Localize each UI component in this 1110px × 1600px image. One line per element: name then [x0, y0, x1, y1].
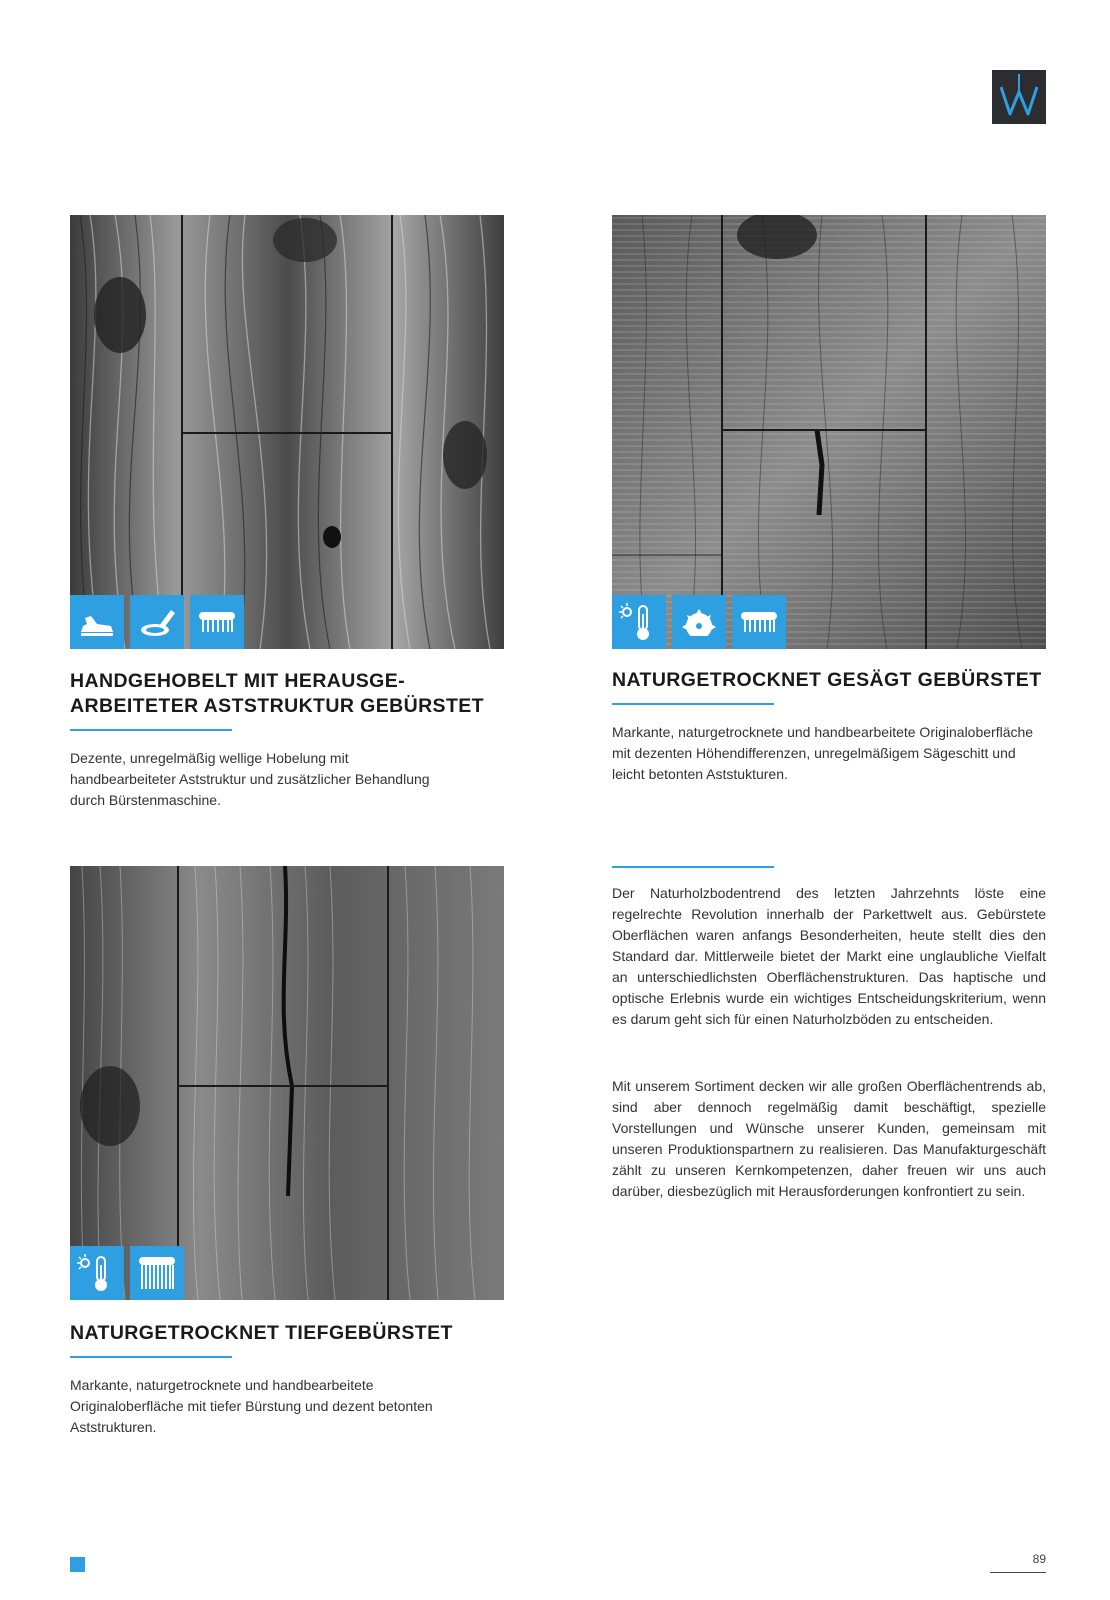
- feature-icons: [70, 1246, 184, 1300]
- wood-sample-image-tiefgebuerstet: [70, 866, 504, 1300]
- deep-brush-icon: [130, 1246, 184, 1300]
- sun-thermometer-icon: [70, 1246, 124, 1300]
- accent-rule: [612, 703, 774, 705]
- feature-icons: [612, 595, 786, 649]
- accent-rule: [612, 866, 774, 868]
- intro-paragraph-2: Mit unserem Sortiment decken wir alle großen Oberflächentrends ab, sind aber dennoch regelmäßig damit beschäftigt, spezielle Vorstellungen und Wünsche unserer Kunden, gemeinsam mit unseren Produktionspartnern zu realisieren. Das Manufakturgeschäft zählt zu unseren Kernkompetenzen, daher freuen wir uns auch darüber, diesbezüglich mit Herausforderungen konfrontiert zu sein.: [612, 1078, 1046, 1199]
- logo-w-mark: [992, 70, 1046, 124]
- saw-blade-icon: [672, 595, 726, 649]
- brush-icon: [732, 595, 786, 649]
- section-title-handgehobelt: HANDGEHOBELT MIT HERAUSGE- ARBEITETER ASTSTRUKTUR GEBÜRSTET: [70, 670, 484, 717]
- hand-polish-icon: [130, 595, 184, 649]
- feature-icons: [70, 595, 244, 649]
- accent-rule: [70, 729, 232, 731]
- section-description-handgehobelt: Dezente, unregelmäßig wellige Hobelung mit handbearbeiteter Aststruktur und zusätzlicher Behandlung durch Bürstenmaschine.: [70, 750, 430, 808]
- section-description-gesaegt: Markante, naturgetrocknete und handbearbeitete Originaloberfläche mit dezenten Höhendifferenzen, unregelmäßigem Sägeschitt und leicht betonten Aststukturen.: [612, 724, 1034, 782]
- wood-sample-image-gesaegt: [612, 215, 1046, 649]
- footer-accent-square: [70, 1557, 85, 1572]
- section-description-tiefgebuerstet: Markante, naturgetrocknete und handbearbeitete Originaloberfläche mit tiefer Bürstung und dezent betonten Aststrukturen.: [70, 1377, 433, 1435]
- page-number: 89: [1032, 1552, 1046, 1566]
- accent-rule: [70, 1356, 232, 1358]
- intro-paragraph-1: Der Naturholzbodentrend des letzten Jahrzehnts löste eine regelrechte Revolution innerhalb der Parkettwelt aus. Gebürstete Oberflächen waren anfangs Besonderheiten, heute stellt dies den Standard dar. Mittlerweile bietet der Markt eine unglaubliche Vielfalt an unterschiedlichsten Oberflächenstrukturen. Das haptische und optische Erlebnis wurde ein wichtiges Entscheidungskriterium, wenn es darum geht sich für einen Naturholzböden zu entscheiden.: [612, 885, 1046, 1027]
- section-title-gesaegt: NATURGETROCKNET GESÄGT GEBÜRSTET: [612, 669, 1042, 691]
- wood-sample-image-handgehobelt: [70, 215, 504, 649]
- brand-logo: [992, 70, 1046, 124]
- sun-thermometer-icon: [612, 595, 666, 649]
- page-number-rule: [990, 1572, 1046, 1573]
- hand-plane-icon: [70, 595, 124, 649]
- section-title-tiefgebuerstet: NATURGETROCKNET TIEFGEBÜRSTET: [70, 1322, 453, 1344]
- brush-icon: [190, 595, 244, 649]
